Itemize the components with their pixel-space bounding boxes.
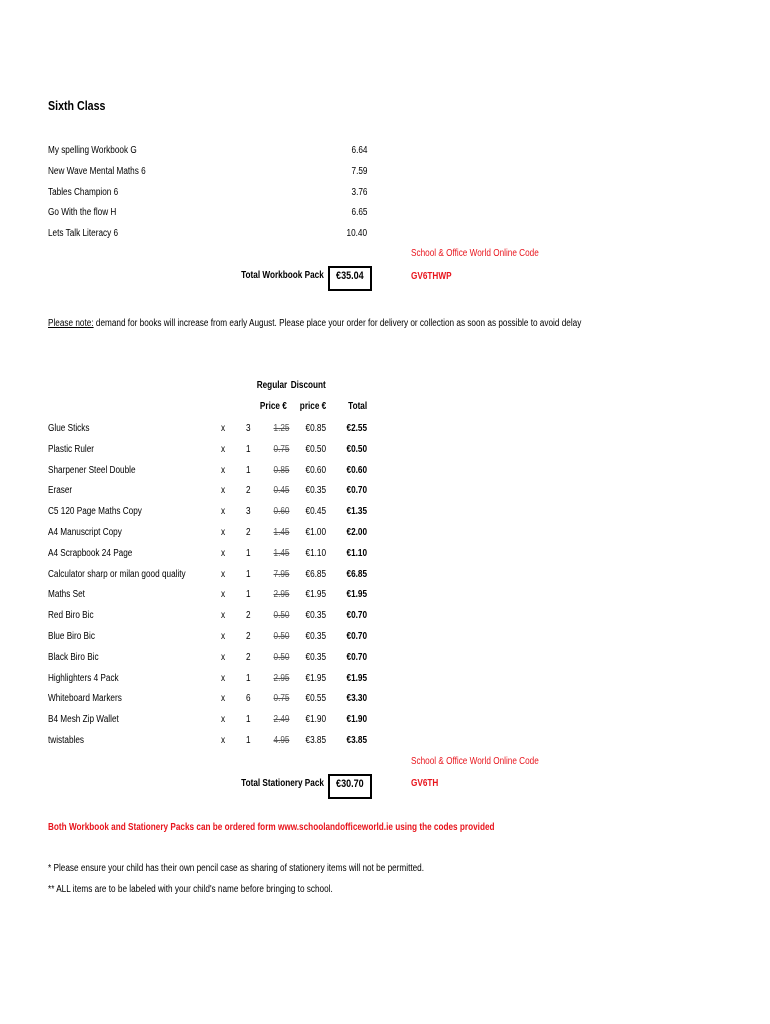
item-regular-price: 7.95 bbox=[273, 568, 289, 580]
footnote-pencil-case: * Please ensure your child has their own pencil case as sharing of stationery items will not be permitted. bbox=[48, 863, 425, 874]
item-total: €0.50 bbox=[346, 443, 367, 455]
item-discount-price: €1.90 bbox=[305, 714, 326, 726]
workbook-name: Lets Talk Literacy 6 bbox=[48, 228, 119, 240]
item-times: x bbox=[221, 631, 226, 642]
workbook-price: 6.65 bbox=[351, 207, 367, 219]
item-total: €0.70 bbox=[346, 651, 367, 663]
item-name: Whiteboard Markers bbox=[48, 693, 122, 705]
item-regular-price: 1.25 bbox=[273, 423, 289, 434]
item-times: x bbox=[221, 464, 226, 476]
item-regular-price: 4.95 bbox=[273, 735, 289, 746]
item-times: x bbox=[221, 672, 226, 684]
header-discount-2: price € bbox=[299, 401, 326, 412]
item-discount-price: €0.35 bbox=[305, 651, 326, 663]
item-name: Eraser bbox=[48, 485, 73, 497]
item-name: twistables bbox=[48, 735, 85, 746]
item-regular-price: 0.50 bbox=[273, 631, 289, 642]
item-qty: 1 bbox=[246, 589, 251, 601]
item-qty: 1 bbox=[246, 443, 251, 455]
item-discount-price: €1.95 bbox=[305, 672, 326, 684]
item-name: Glue Sticks bbox=[48, 423, 90, 434]
item-qty: 2 bbox=[246, 485, 251, 497]
stationery-code: GV6TH bbox=[411, 778, 439, 789]
item-times: x bbox=[221, 485, 226, 497]
page-title: Sixth Class bbox=[48, 98, 106, 113]
item-name: Highlighters 4 Pack bbox=[48, 672, 119, 684]
item-qty: 1 bbox=[246, 568, 251, 580]
item-discount-price: €6.85 bbox=[305, 568, 326, 580]
item-times: x bbox=[221, 714, 226, 726]
item-qty: 1 bbox=[246, 735, 251, 746]
item-total: €3.30 bbox=[346, 693, 367, 705]
workbook-code-label: School & Office World Online Code bbox=[411, 248, 539, 259]
item-name: A4 Manuscript Copy bbox=[48, 527, 122, 538]
item-total: €1.95 bbox=[346, 672, 367, 684]
item-times: x bbox=[221, 527, 226, 538]
item-regular-price: 0.50 bbox=[273, 610, 289, 622]
workbook-price: 10.40 bbox=[346, 228, 367, 240]
item-name: Sharpener Steel Double bbox=[48, 464, 136, 476]
item-times: x bbox=[221, 506, 226, 518]
item-times: x bbox=[221, 693, 226, 705]
header-regular-2: Price € bbox=[260, 401, 287, 412]
item-qty: 3 bbox=[246, 423, 251, 434]
item-total: €3.85 bbox=[346, 735, 367, 746]
item-name: Red Biro Bic bbox=[48, 610, 94, 622]
item-name: C5 120 Page Maths Copy bbox=[48, 506, 142, 518]
footnote-labels: ** ALL items are to be labeled with your child's name before bringing to school. bbox=[48, 884, 333, 895]
item-qty: 1 bbox=[246, 464, 251, 476]
item-name: B4 Mesh Zip Wallet bbox=[48, 714, 119, 726]
item-discount-price: €0.85 bbox=[305, 423, 326, 434]
stationery-total-value: €30.70 bbox=[336, 778, 364, 790]
item-discount-price: €0.35 bbox=[305, 610, 326, 622]
both-packs-note: Both Workbook and Stationery Packs can be ordered form www.schoolandofficeworld.ie using the codes provided bbox=[48, 822, 495, 833]
item-total: €0.70 bbox=[346, 631, 367, 642]
item-qty: 3 bbox=[246, 506, 251, 518]
item-name: Blue Biro Bic bbox=[48, 631, 95, 642]
item-regular-price: 0.85 bbox=[273, 464, 289, 476]
item-discount-price: €1.95 bbox=[305, 589, 326, 601]
delivery-note bbox=[48, 318, 581, 329]
workbook-name: Tables Champion 6 bbox=[48, 186, 119, 198]
item-qty: 2 bbox=[246, 651, 251, 663]
item-qty: 1 bbox=[246, 714, 251, 726]
item-times: x bbox=[221, 443, 226, 455]
item-regular-price: 2.49 bbox=[273, 714, 289, 726]
workbook-name: Go With the flow H bbox=[48, 207, 117, 219]
item-discount-price: €0.55 bbox=[305, 693, 326, 705]
item-discount-price: €0.35 bbox=[305, 631, 326, 642]
item-total: €0.70 bbox=[346, 610, 367, 622]
workbook-total-value: €35.04 bbox=[336, 270, 364, 282]
item-total: €1.35 bbox=[346, 506, 367, 518]
header-discount-1: Discount bbox=[290, 380, 326, 391]
workbook-price: 6.64 bbox=[351, 145, 367, 156]
item-times: x bbox=[221, 610, 226, 622]
item-name: Plastic Ruler bbox=[48, 443, 95, 455]
item-total: €1.10 bbox=[346, 547, 367, 559]
item-regular-price: 2.95 bbox=[273, 589, 289, 601]
workbook-code: GV6THWP bbox=[411, 271, 452, 282]
item-total: €6.85 bbox=[346, 568, 367, 580]
item-total: €0.70 bbox=[346, 485, 367, 497]
item-regular-price: 2.95 bbox=[273, 672, 289, 684]
item-regular-price: 0.50 bbox=[273, 651, 289, 663]
item-name: Calculator sharp or milan good quality bbox=[48, 568, 186, 580]
item-regular-price: 1.45 bbox=[273, 527, 289, 538]
stationery-code-label: School & Office World Online Code bbox=[411, 756, 539, 767]
item-qty: 1 bbox=[246, 672, 251, 684]
item-qty: 2 bbox=[246, 610, 251, 622]
item-regular-price: 0.75 bbox=[273, 693, 289, 705]
item-qty: 2 bbox=[246, 631, 251, 642]
workbook-price: 7.59 bbox=[351, 165, 367, 177]
header-total: Total bbox=[348, 401, 367, 412]
item-times: x bbox=[221, 589, 226, 601]
workbook-name: My spelling Workbook G bbox=[48, 145, 137, 156]
workbook-price: 3.76 bbox=[351, 186, 367, 198]
item-discount-price: €0.60 bbox=[305, 464, 326, 476]
item-regular-price: 0.60 bbox=[273, 506, 289, 518]
item-regular-price: 0.45 bbox=[273, 485, 289, 497]
item-total: €1.95 bbox=[346, 589, 367, 601]
item-times: x bbox=[221, 651, 226, 663]
item-discount-price: €1.00 bbox=[305, 527, 326, 538]
item-name: Black Biro Bic bbox=[48, 651, 99, 663]
item-discount-price: €0.50 bbox=[305, 443, 326, 455]
item-regular-price: 0.75 bbox=[273, 443, 289, 455]
item-discount-price: €0.35 bbox=[305, 485, 326, 497]
item-total: €2.55 bbox=[346, 423, 367, 434]
item-name: A4 Scrapbook 24 Page bbox=[48, 547, 133, 559]
item-name: Maths Set bbox=[48, 589, 85, 601]
workbook-name: New Wave Mental Maths 6 bbox=[48, 165, 146, 177]
item-qty: 2 bbox=[246, 527, 251, 538]
note-prefix: Please note: bbox=[48, 318, 94, 329]
item-times: x bbox=[221, 547, 226, 559]
item-discount-price: €0.45 bbox=[305, 506, 326, 518]
item-total: €1.90 bbox=[346, 714, 367, 726]
item-discount-price: €3.85 bbox=[305, 735, 326, 746]
item-discount-price: €1.10 bbox=[305, 547, 326, 559]
item-times: x bbox=[221, 735, 226, 746]
item-times: x bbox=[221, 423, 226, 434]
item-regular-price: 1.45 bbox=[273, 547, 289, 559]
item-qty: 6 bbox=[246, 693, 251, 705]
note-text: demand for books will increase from early August. Please place your order for delivery or collection as soon as possible to avoid delay bbox=[93, 318, 582, 329]
item-qty: 1 bbox=[246, 547, 251, 559]
stationery-total-label: Total Stationery Pack bbox=[241, 778, 324, 789]
item-total: €2.00 bbox=[346, 527, 367, 538]
item-total: €0.60 bbox=[346, 464, 367, 476]
workbook-total-label: Total Workbook Pack bbox=[241, 270, 324, 281]
header-regular-1: Regular bbox=[256, 380, 287, 391]
item-times: x bbox=[221, 568, 226, 580]
